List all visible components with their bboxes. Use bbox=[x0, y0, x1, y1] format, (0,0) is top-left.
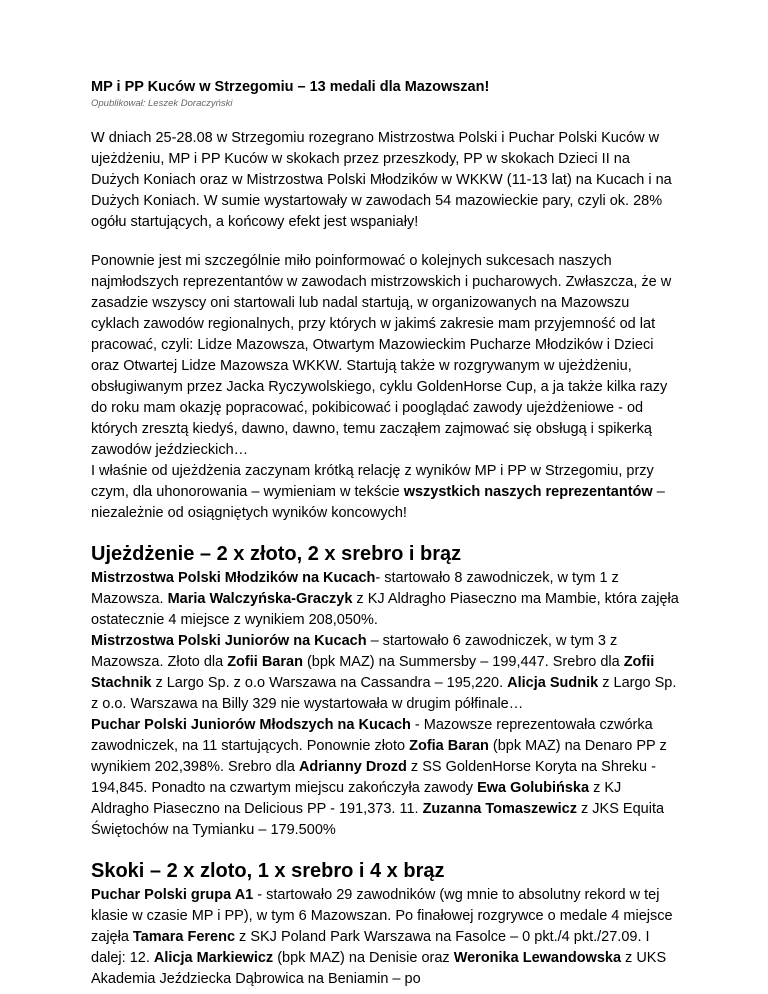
dressage-heading: Ujeżdżenie – 2 x złoto, 2 x srebro i brąz bbox=[91, 543, 462, 565]
rider-name: Ewa Golubińska bbox=[477, 780, 590, 796]
rider-name: Alicja Markiewicz bbox=[153, 950, 274, 966]
dressage-item-1 bbox=[91, 568, 681, 631]
second-text: Ponownie jest mi szczególnie miło poinformować o kolejnych sukcesach naszych najmłodszych reprezentantów w zawodach mistrzowskich i pucharowych. Zwłaszcza, że w zasadzie wszyscy oni startowali lub nadal startują, w organizowanych na Mazowszu cyklach zawodów regionalnych, przy których w jakimś zakresie mam przyjemność od lat pracować, czyli: Lidze Mazowsza, Otwartym Mazowieckim Pucharze Młodzików i Dzieci oraz Otwartej Lidze Mazowsza WKKW. Startują także w rozgrywanym w ujeżdżeniu, obsługiwanym przez Jacka Ryczywolskiego, cyklu GoldenHorse Cup, a ja także kilka razy do roku mam okazję popracować, pokibicować i pooglądać zawody ujeżdżeniowe - od których zresztą kiedyś, dawno, dawno, temu zacząłem zajmować się obsługą i spikerką zawodów jeździeckich… bbox=[91, 253, 672, 458]
text-run: z SS GoldenHorse Koryta na Shreku - 194,845. Ponadto na czwartym miejscu zakończyła zawody bbox=[91, 759, 656, 796]
rider-name: Alicja Sudnik bbox=[507, 675, 599, 691]
third-text-a: I właśnie od ujeżdżenia zaczynam krótką relację z wyników MP i PP w Strzegomiu, przy czym, dla uhonorowania – wymieniam w tekście bbox=[91, 463, 654, 500]
intro-paragraph bbox=[91, 128, 681, 233]
dressage-item-3-title: Puchar Polski Juniorów Młodszych na Kucach bbox=[91, 717, 411, 733]
article-byline: Opublikował: Leszek Doraczyński bbox=[91, 98, 233, 109]
jumping-item-1-title: Puchar Polski grupa A1 bbox=[91, 887, 254, 903]
text-run: z KJ Aldragho Piaseczno na Delicious PP - 191,373. 11. bbox=[91, 780, 622, 817]
rider-name: Weronika Lewandowska bbox=[453, 950, 622, 966]
rider-name: Zofii Stachnik bbox=[91, 654, 655, 691]
text-run: (bpk MAZ) na Denaro PP z wynikiem 202,398%. Srebro dla bbox=[91, 738, 667, 775]
intro-text: W dniach 25-28.08 w Strzegomiu rozegrano Mistrzostwa Polski i Puchar Polski Kuców w ujeżdżeniu, MP i PP Kuców w skokach przez przeszkody, PP w skokach Dzieci II na Dużych Koniach oraz w Mistrzostwa Polski Młodzików w WKKW (11-13 lat) na Kucach i na Dużych Koniach. W sumie wystartowały w zawodach 54 mazowieckie pary, czyli ok. 28% ogółu startujących, a końcowy efekt jest wspaniały! bbox=[91, 130, 672, 230]
text-run: – startowało 6 zawodniczek, w tym 3 z Mazowsza. Złoto dla bbox=[91, 633, 618, 670]
rider-name: Zofii Baran bbox=[227, 654, 303, 670]
dressage-item-2 bbox=[91, 631, 681, 715]
dressage-item-3 bbox=[91, 715, 681, 841]
text-run: z KJ Aldragho Piaseczno ma Mambie, która zajęła ostatecznie 4 miejsce z wynikiem 208,050%. bbox=[91, 591, 679, 628]
text-run: - startowało 8 zawodniczek, w tym 1 z Mazowsza. bbox=[91, 570, 619, 607]
jumping-item-1 bbox=[91, 885, 681, 990]
third-text-bold: wszystkich naszych reprezentantów bbox=[403, 484, 653, 500]
text-run: z JKS Equita Świętochów na Tymianku – 179.500% bbox=[91, 801, 665, 838]
third-text bbox=[91, 461, 681, 524]
article-title: MP i PP Kuców w Strzegomiu – 13 medali dla Mazowszan! bbox=[91, 79, 490, 95]
rider-name: Zofia Baran bbox=[409, 738, 489, 754]
text-run: - startowało 29 zawodników (wg mnie to absolutny rekord w tej klasie w czasie MP i PP), w tym 6 Mazowszan. Po finałowej rozgrywce o medale 4 miejsce zajęła bbox=[91, 887, 673, 945]
jumping-section bbox=[91, 885, 681, 990]
jumping-heading: Skoki – 2 x zloto, 1 x srebro i 4 x brąz bbox=[91, 860, 445, 882]
rider-name: Tamara Ferenc bbox=[132, 929, 236, 945]
third-text-c: – niezależnie od osiągniętych wyników koncowych! bbox=[91, 484, 665, 521]
dressage-section bbox=[91, 568, 681, 841]
text-run: z Largo Sp. z o.o Warszawa na Cassandra – 195,220. bbox=[151, 675, 508, 691]
document-page bbox=[91, 78, 681, 990]
text-run: z UKS Akademia Jeździecka Dąbrowica na Beniamin – po bbox=[91, 950, 667, 987]
text-run: z Largo Sp. z o.o. Warszawa na Billy 329 nie wystartowała w drugim półfinale… bbox=[91, 675, 677, 712]
rider-name: Adrianny Drozd bbox=[298, 759, 407, 775]
dressage-item-2-title: Mistrzostwa Polski Juniorów na Kucach bbox=[91, 633, 367, 649]
second-paragraph bbox=[91, 251, 681, 524]
rider-name: Zuzanna Tomaszewicz bbox=[422, 801, 577, 817]
text-run: (bpk MAZ) na Denisie oraz bbox=[273, 950, 454, 966]
rider-name: Maria Walczyńska-Graczyk bbox=[167, 591, 353, 607]
text-run: - Mazowsze reprezentowała czwórka zawodniczek, na 11 startujących. Ponownie złoto bbox=[91, 717, 653, 754]
dressage-item-1-title: Mistrzostwa Polski Młodzików na Kucach bbox=[91, 570, 376, 586]
text-run: (bpk MAZ) na Summersby – 199,447. Srebro dla bbox=[302, 654, 624, 670]
text-run: z SKJ Poland Park Warszawa na Fasolce – 0 pkt./4 pkt./27.09. I dalej: 12. bbox=[91, 929, 650, 966]
